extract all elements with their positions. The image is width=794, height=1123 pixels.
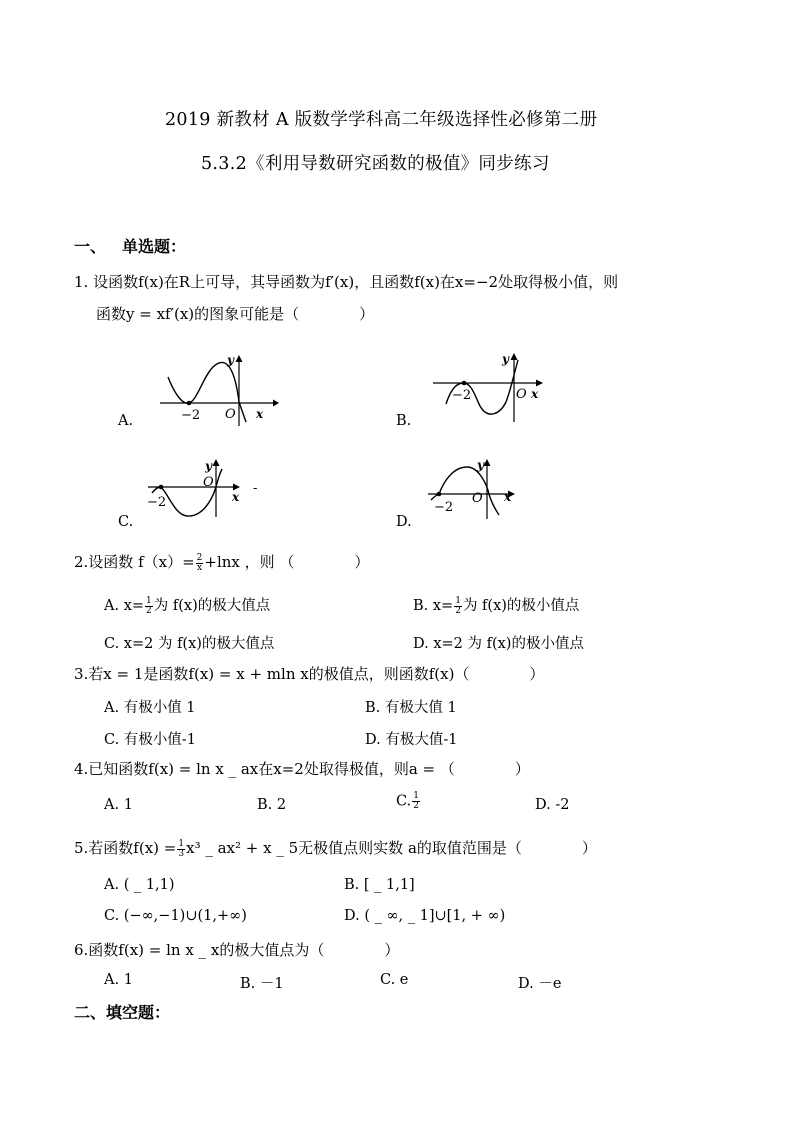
question-1-line2: 函数y = xf′(x)的图象可能是（ ） bbox=[96, 305, 375, 323]
q3-option-d: D. 有极大值-1 bbox=[365, 732, 458, 748]
q5-option-c: C. (−∞,−1)∪(1,+∞) bbox=[104, 908, 247, 924]
q2-a-den: 2 bbox=[146, 605, 152, 616]
q2-a-suffix: 为 f(x)的极大值点 bbox=[153, 598, 271, 614]
q4-c-prefix: C. bbox=[396, 793, 412, 810]
svg-text:O: O bbox=[516, 387, 527, 402]
q5-fraction bbox=[177, 840, 185, 859]
q6-option-d: D. －e bbox=[518, 976, 562, 992]
svg-text:x: x bbox=[504, 490, 512, 504]
q6-option-c: C. e bbox=[380, 972, 409, 988]
q4-c-num: 1 bbox=[413, 791, 419, 801]
question-6-stem: 6.函数f(x) = ln x _ x的极大值点为（ ） bbox=[74, 941, 400, 959]
q2-a-prefix: A. x= bbox=[104, 598, 145, 614]
q1-graph-d bbox=[425, 455, 525, 530]
svg-text:x: x bbox=[531, 387, 539, 401]
q2-option-b bbox=[413, 594, 579, 616]
q4-option-b: B. 2 bbox=[257, 797, 287, 813]
q5-fraction-den: 3 bbox=[178, 848, 185, 859]
section-heading-fill-in: 二、填空题： bbox=[74, 1003, 171, 1022]
q2-b-fraction bbox=[454, 597, 462, 616]
q4-c-fraction bbox=[412, 792, 420, 811]
question-1-line1: 1. 设函数f(x)在R上可导，其导函数为f′(x)，且函数f(x)在x=−2处取得极小值，则 bbox=[74, 273, 619, 291]
q2-a-num: 1 bbox=[146, 595, 152, 606]
q2-fraction-den: x bbox=[197, 562, 203, 573]
svg-text:x: x bbox=[256, 407, 264, 421]
svg-text:y: y bbox=[205, 459, 212, 473]
q6-option-b: B. －1 bbox=[240, 976, 284, 992]
q4-option-a: A. 1 bbox=[104, 797, 133, 813]
svg-text:y: y bbox=[227, 353, 234, 367]
q2-fraction bbox=[196, 554, 204, 573]
q5-stem-end: x³ _ ax² + x _ 5无极值点则实数 a的取值范围是（ ） bbox=[186, 839, 597, 857]
q3-option-a: A. 有极小值 1 bbox=[104, 700, 196, 716]
q2-b-suffix: 为 f(x)的极小值点 bbox=[462, 598, 580, 614]
q2-option-a bbox=[104, 594, 270, 616]
q3-option-c: C. 有极小值-1 bbox=[104, 732, 196, 748]
section-heading-single-choice: 单选题： bbox=[122, 237, 187, 256]
svg-text:O: O bbox=[225, 407, 236, 422]
q4-c-den: 2 bbox=[413, 801, 419, 811]
svg-text:−2: −2 bbox=[452, 388, 472, 403]
q5-fraction-num: 1 bbox=[178, 838, 185, 849]
q4-option-d: D. -2 bbox=[535, 797, 570, 813]
svg-text:−2: −2 bbox=[181, 408, 201, 423]
q5-option-d: D. ( _ ∞, _ 1]∪[1, + ∞) bbox=[344, 908, 506, 924]
q1-option-d-label: D. bbox=[396, 514, 412, 530]
svg-text:−2: −2 bbox=[434, 500, 454, 515]
question-4-stem: 4.已知函数f(x) = ln x _ ax在x=2处取得极值，则a = （ ） bbox=[74, 760, 530, 778]
q2-b-num: 1 bbox=[455, 595, 461, 606]
q2-fraction-num: 2 bbox=[196, 552, 203, 563]
q2-option-d: D. x=2 为 f(x)的极小值点 bbox=[413, 636, 584, 652]
q2-stem-start: 2.设函数 f（x）= bbox=[74, 553, 195, 571]
q6-option-a: A. 1 bbox=[104, 972, 133, 988]
q1-option-b-label: B. bbox=[396, 413, 412, 429]
q2-b-den: 2 bbox=[455, 605, 461, 616]
document-subtitle: 5.3.2《利用导数研究函数的极值》同步练习 bbox=[201, 154, 550, 174]
question-3-stem: 3.若x = 1是函数f(x) = x + mln x的极值点，则函数f(x)（ ） bbox=[74, 665, 545, 683]
q5-stem-start: 5.若函数f(x) = bbox=[74, 839, 177, 857]
section-number: 一、 bbox=[74, 237, 107, 256]
q2-option-c: C. x=2 为 f(x)的极大值点 bbox=[104, 636, 275, 652]
document-title: 2019 新教材 A 版数学学科高二年级选择性必修第二册 bbox=[165, 110, 598, 130]
q4-option-c bbox=[396, 792, 421, 811]
q5-option-b: B. [ _ 1,1] bbox=[344, 877, 415, 893]
svg-text:x: x bbox=[232, 490, 240, 504]
q1-graph-c-dash: - bbox=[253, 481, 258, 496]
q1-option-a-label: A. bbox=[118, 413, 134, 429]
q1-graph-a bbox=[155, 350, 280, 430]
q2-stem-end: +lnx ，则 （ ） bbox=[204, 553, 370, 571]
question-2-stem bbox=[74, 551, 369, 573]
q1-graph-b bbox=[430, 348, 550, 428]
q2-b-prefix: B. x= bbox=[413, 598, 454, 614]
q5-option-a: A. ( _ 1,1) bbox=[104, 877, 175, 893]
q1-option-c-label: C. bbox=[118, 514, 134, 530]
q1-graph-c bbox=[145, 455, 270, 525]
svg-text:−2: −2 bbox=[147, 495, 167, 510]
q2-a-fraction bbox=[145, 597, 153, 616]
svg-text:y: y bbox=[477, 458, 484, 472]
svg-text:O: O bbox=[472, 491, 483, 506]
q3-option-b: B. 有极大值 1 bbox=[365, 700, 457, 716]
svg-text:y: y bbox=[502, 352, 509, 366]
question-5-stem bbox=[74, 837, 597, 859]
svg-text:O: O bbox=[203, 475, 214, 490]
